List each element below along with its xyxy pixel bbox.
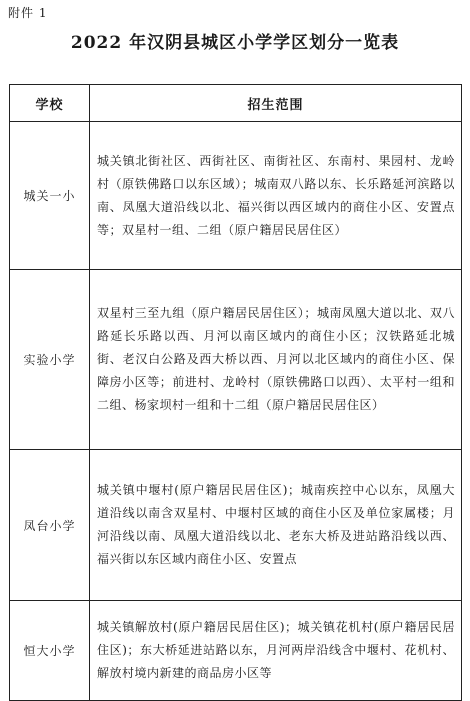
document-title: 2022 年汉阴县城区小学学区划分一览表 — [70, 33, 400, 53]
table-header-row — [10, 85, 462, 122]
table-row — [10, 122, 462, 270]
attachment-label: 附件 1 — [8, 6, 48, 20]
school-name-cell: 实验小学 — [10, 270, 90, 450]
enrollment-range-cell: 城关镇北街社区、西街社区、南街社区、东南村、果园村、龙岭村（原铁佛路口以东区域）；城南双八路以东、长乐路延河滨路以南、凤凰大道沿线以北、福兴街以西区域内的商住小区、安置点等；双星村一组、二组（原户籍居民居住区） — [90, 122, 462, 270]
column-header-school: 学校 — [10, 85, 90, 122]
school-name-cell: 恒大小学 — [10, 601, 90, 701]
table-row — [10, 270, 462, 450]
school-name-cell: 城关一小 — [10, 122, 90, 270]
enrollment-range-cell: 城关镇解放村(原户籍居民居住区)；城关镇花机村(原户籍居民居住区)；东大桥延进站路以东，月河两岸沿线含中堰村、花机村、解放村境内新建的商品房小区等 — [90, 601, 462, 701]
table-row — [10, 450, 462, 601]
school-zone-table — [9, 84, 462, 701]
school-name-cell: 凤台小学 — [10, 450, 90, 601]
enrollment-range-cell: 城关镇中堰村(原户籍居民居住区)；城南疾控中心以东，凤凰大道沿线以南含双星村、中堰村区域的商住小区及单位家属楼；月河沿线以南、凤凰大道沿线以北、老东大桥及进站路沿线以西、福兴街以东区域内商住小区、安置点 — [90, 450, 462, 601]
enrollment-range-cell: 双星村三至九组（原户籍居民居住区）；城南凤凰大道以北、双八路延长乐路以西、月河以南区域内的商住小区；汉铁路延北城街、老汉白公路及西大桥以西、月河以北区域内的商住小区、保障房小区等；前进村、龙岭村（原铁佛路口以西）、太平村一组和二组、杨家坝村一组和十二组（原户籍居民居住区） — [90, 270, 462, 450]
table-row — [10, 601, 462, 701]
column-header-range: 招生范围 — [90, 85, 462, 122]
